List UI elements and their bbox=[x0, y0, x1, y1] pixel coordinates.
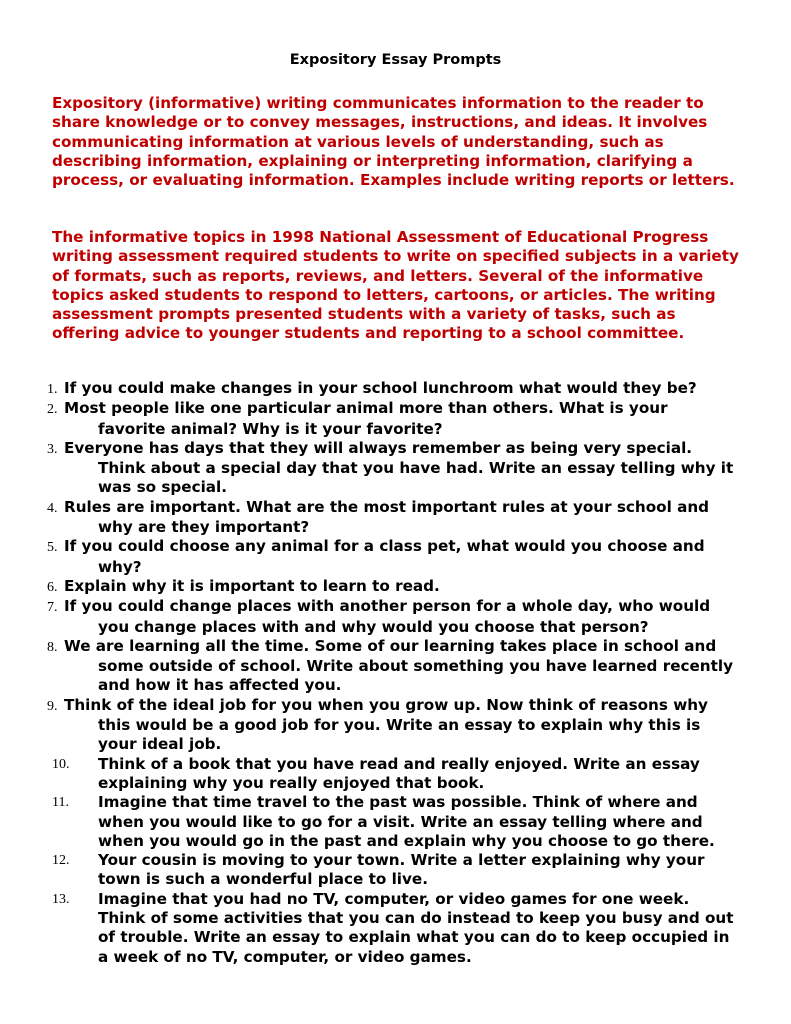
prompt-item bbox=[0, 755, 738, 794]
prompt-number: 6. bbox=[47, 579, 58, 595]
prompt-text: Rules are important. What are the most important rules at your school and why are they important? bbox=[64, 497, 710, 537]
prompt-list bbox=[0, 379, 791, 967]
prompt-item bbox=[0, 379, 738, 399]
prompt-number: 1. bbox=[47, 382, 58, 397]
prompt-item bbox=[0, 577, 738, 597]
prompt-text: Explain why it is important to learn to read. bbox=[64, 576, 440, 595]
prompt-text: Think of a book that you have read and really enjoyed. Write an essay explaining why you really enjoyed that book. bbox=[98, 754, 700, 792]
prompt-item bbox=[0, 498, 738, 538]
prompt-number: 9. bbox=[47, 698, 58, 714]
intro-paragraph-naep: The informative topics in 1998 National Assessment of Educational Progress writing assessment required students to write on specified subjects in a variety of formats, such as reports, reviews, and letters. Several of the informative topics asked students to respond to letters, cartoons, or articles. The writing assessment prompts presented students with a variety of tasks, such as offering advice to younger students and reporting to a school committee. bbox=[52, 228, 739, 343]
prompt-number: 7. bbox=[47, 600, 58, 616]
prompt-item bbox=[0, 597, 738, 637]
prompt-item bbox=[0, 890, 738, 967]
prompt-item bbox=[0, 793, 738, 851]
prompt-text: Most people like one particular animal more than others. What is your favorite animal? Why is it your favorite? bbox=[64, 399, 668, 438]
intro-paragraph-expository: Expository (informative) writing communicates information to the reader to share knowledge or to convey messages, instructions, and ideas. It involves communicating information at various levels of understanding, such as describing information, explaining or interpreting information, clarifying a process, or evaluating information. Examples include writing reports or letters. bbox=[52, 94, 735, 190]
prompt-text: We are learning all the time. Some of our learning takes place in school and some outside of school. Write about something you have learned recently and how it has affected you. bbox=[64, 636, 733, 695]
prompt-number: 13. bbox=[52, 891, 70, 907]
prompt-item bbox=[0, 637, 738, 696]
prompt-item bbox=[0, 537, 738, 577]
prompt-number: 12. bbox=[52, 853, 70, 869]
prompt-item bbox=[0, 851, 738, 890]
prompt-number: 3. bbox=[47, 441, 58, 457]
prompt-number: 2. bbox=[47, 402, 58, 418]
prompt-text: If you could change places with another person for a whole day, who would you change places with and why would you choose that person? bbox=[64, 597, 711, 636]
document-title: Expository Essay Prompts bbox=[289, 52, 502, 68]
prompt-text: Imagine that time travel to the past was possible. Think of where and when you would like to go for a visit. Write an essay telling where and when you would go in the past and explain why you choose to go there. bbox=[98, 793, 715, 850]
prompt-item bbox=[0, 399, 738, 439]
prompt-number: 10. bbox=[52, 756, 70, 772]
prompt-number: 5. bbox=[47, 540, 58, 556]
prompt-item bbox=[0, 696, 738, 755]
prompt-text: Your cousin is moving to your town. Write a letter explaining why your town is such a wonderful place to live. bbox=[98, 851, 705, 889]
prompt-number: 8. bbox=[47, 639, 58, 655]
prompt-text: Imagine that you had no TV, computer, or video games for one week. Think of some activities that you can do instead to keep you busy and out of trouble. Write an essay to explain what you can do to keep occupied in a week of no TV, computer, or video games. bbox=[98, 889, 734, 966]
prompt-text: If you could make changes in your school lunchroom what would they be? bbox=[64, 379, 697, 397]
prompt-text: Think of the ideal job for you when you grow up. Now think of reasons why this would be a good job for you. Write an essay to explain why this is your ideal job. bbox=[64, 695, 708, 754]
prompt-item bbox=[0, 439, 738, 498]
prompt-number: 4. bbox=[47, 500, 58, 516]
prompt-text: If you could choose any animal for a class pet, what would you choose and why? bbox=[64, 537, 705, 576]
prompt-text: Everyone has days that they will always remember as being very special. Think about a special day that you have had. Write an essay telling why it was so special. bbox=[64, 438, 734, 497]
prompt-number: 11. bbox=[52, 795, 69, 811]
